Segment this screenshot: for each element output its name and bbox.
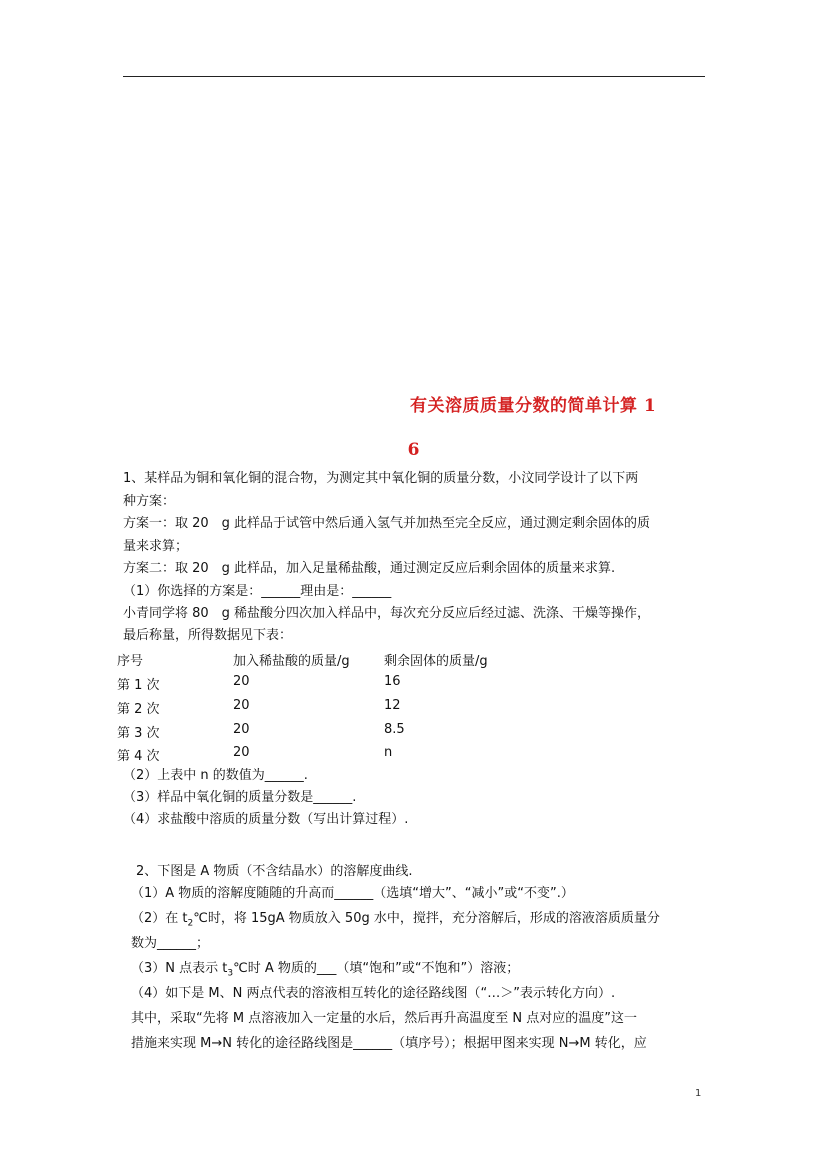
header-rule (123, 76, 705, 77)
q1-stem-line2: 种方案： (123, 494, 176, 509)
q1-plan1-line2: 量来求算； (123, 539, 189, 554)
q2-sub3: （3）N 点表示 $t_3℃$时 A 物质的___（填“饱和”或“不饱和”）溶液； (131, 961, 520, 979)
q2-sub1: （1）A 物质的溶解度随随的升高而______（选填“增大”、“减小”或“不变”.） (131, 886, 574, 901)
q1-plan2: 方案二：取 20 g 此样品，加入足量稀盐酸，通过测定反应后剩余固体的质量来求算. (123, 561, 616, 576)
q2-stem: 2、下图是 A 物质（不含结晶水）的溶解度曲线. (136, 864, 413, 879)
table-header-acid-mass: 加入稀盐酸的质量/g (233, 654, 350, 669)
q2-sub4-line2: 其中，采取“先将 M 点溶液加入一定量的水后，然后再升高温度至 N 点对应的温度”这一 (131, 1011, 637, 1026)
q1-sub1: （1）你选择的方案是：______理由是：______ (123, 584, 392, 599)
table-cell-index: 第 3 次 (117, 726, 160, 741)
q1-intro-line1: 小青同学将 80 g 稀盐酸分四次加入样品中，每次充分反应后经过滤、洗涤、干燥等操作， (123, 606, 651, 621)
q1-stem-line1: 1、某样品为铜和氧化铜的混合物，为测定其中氧化铜的质量分数，小汶同学设计了以下两 (123, 471, 639, 486)
table-cell-index: 第 1 次 (117, 678, 160, 693)
t3-subscript: 3 (227, 968, 234, 979)
q2-sub4-line3: 措施来实现 M→N 转化的途径路线图是______（填序号）；根据甲图来实现 N→M 转化，应 (131, 1036, 647, 1051)
table-cell-solid-mass: 12 (384, 698, 401, 713)
document-title: 有关溶质质量分数的简单计算 1 (410, 396, 657, 416)
table-header-solid-mass: 剩余固体的质量/g (384, 654, 488, 669)
q1-intro-line2: 最后称量，所得数据见下表： (123, 628, 293, 643)
table-cell-index: 第 2 次 (117, 702, 160, 717)
table-cell-acid-mass: 20 (233, 745, 250, 760)
table-cell-acid-mass: 20 (233, 722, 250, 737)
table-header-index: 序号 (117, 654, 144, 669)
t2-subscript: 2 (187, 918, 194, 929)
page-number: 1 (695, 1088, 702, 1099)
table-cell-index: 第 4 次 (117, 749, 160, 764)
table-cell-solid-mass: n (384, 745, 393, 760)
table-cell-acid-mass: 20 (233, 698, 250, 713)
q2-sub2-line2: 数为______； (131, 936, 210, 951)
table-cell-solid-mass: 16 (384, 674, 401, 689)
q1-sub3: （3）样品中氧化铜的质量分数是______. (123, 790, 357, 805)
q2-sub4-line1: （4）如下是 M、N 两点代表的溶液相互转化的途径路线图（“…＞”表示转化方向）. (131, 986, 616, 1001)
q1-plan1-line1: 方案一：取 20 g 此样品于试管中然后通入氢气并加热至完全反应，通过测定剩余固体的质 (123, 516, 651, 531)
q1-sub4: （4）求盐酸中溶质的质量分数（写出计算过程）. (123, 812, 409, 827)
table-cell-solid-mass: 8.5 (384, 722, 405, 737)
table-cell-acid-mass: 20 (233, 674, 250, 689)
q1-sub2: （2）上表中 n 的数值为______. (123, 768, 308, 783)
q2-sub2-line1: （2）在 $t_2℃$时，将 15gA 物质放入 50g 水中，搅拌，充分溶解后，形成的溶液溶质质量分 (131, 911, 660, 929)
document-title-continued: 6 (407, 440, 420, 460)
